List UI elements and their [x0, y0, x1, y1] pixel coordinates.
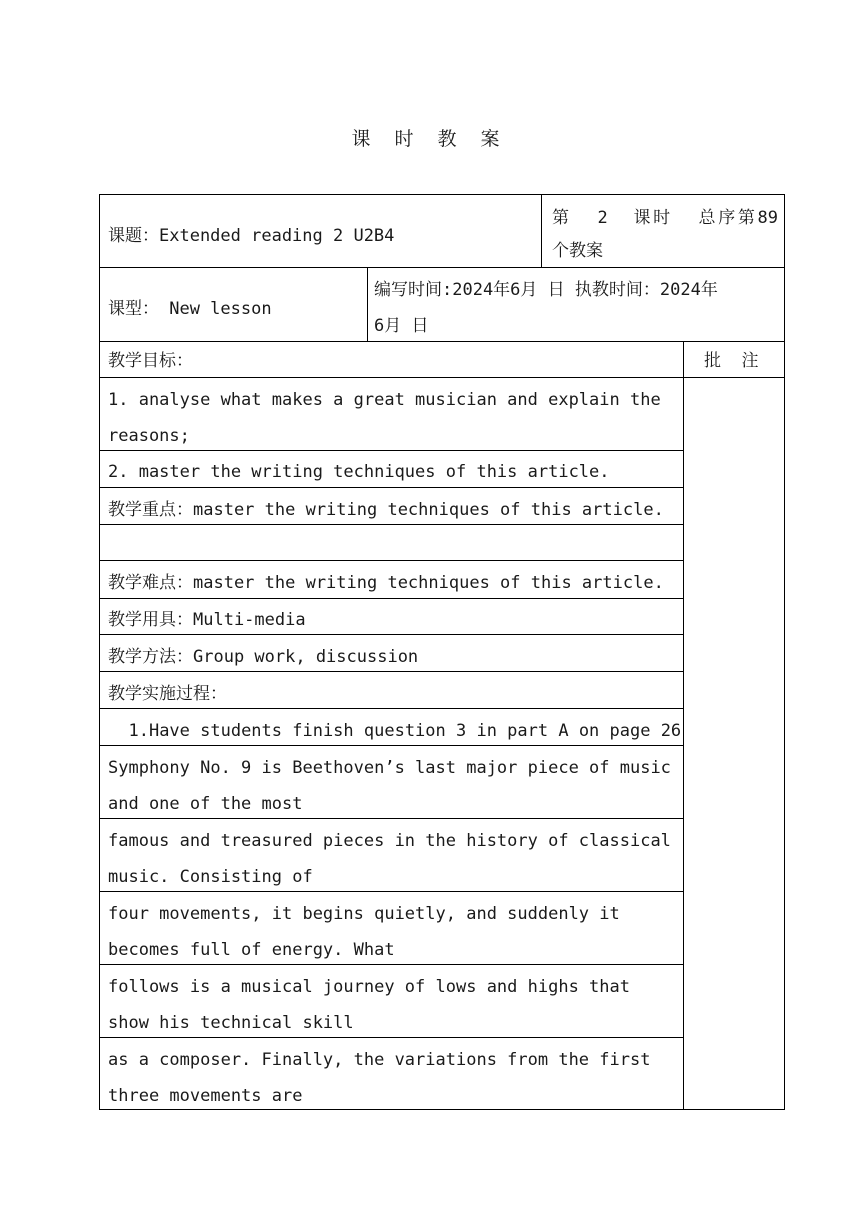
- schedule-line1: 编写时间:2024年6月 日 执教时间：2024年: [374, 280, 718, 300]
- process-paragraph: as a composer. Finally, the variations from the first three movements are: [108, 1050, 651, 1106]
- column-divider: [367, 267, 368, 341]
- process-paragraph: Symphony No. 9 is Beethoven’s last major piece of music and one of the most: [108, 758, 671, 814]
- process-paragraph: famous and treasured pieces in the history of classical music. Consisting of: [108, 831, 671, 887]
- row-divider: [100, 560, 683, 561]
- schedule-line2: 6月 日: [374, 316, 429, 336]
- process-step: 1.Have students finish question 3 in part A on page 26: [108, 721, 682, 741]
- process-paragraph: follows is a musical journey of lows and highs that show his technical skill: [108, 977, 630, 1033]
- teaching-methods: 教学方法：Group work, discussion: [108, 647, 419, 667]
- lesson-type: 课型： New lesson: [108, 299, 272, 319]
- row-divider: [100, 377, 784, 378]
- difficulty: 教学难点：master the writing techniques of this article.: [108, 573, 664, 593]
- teaching-tools: 教学用具：Multi-media: [108, 610, 306, 630]
- key-point: 教学重点：master the writing techniques of this article.: [108, 500, 664, 520]
- objective-item: 2. master the writing techniques of this article.: [108, 462, 610, 482]
- column-divider: [541, 195, 542, 267]
- objectives-label: 教学目标：: [108, 351, 193, 371]
- period-info-line1: 第 2 课时 总序第89: [552, 208, 778, 228]
- process-label: 教学实施过程：: [108, 684, 227, 704]
- page-title: 课 时 教 案: [351, 128, 509, 150]
- notes-column-label: 批 注: [704, 351, 759, 371]
- row-divider: [100, 341, 784, 342]
- period-info-line2: 个教案: [552, 241, 603, 261]
- column-divider: [683, 341, 684, 1109]
- lesson-plan-table: [99, 194, 785, 1110]
- process-paragraph: four movements, it begins quietly, and suddenly it becomes full of energy. What: [108, 904, 620, 960]
- objective-item: 1. analyse what makes a great musician and explain the reasons;: [108, 390, 661, 446]
- lesson-topic: 课题：Extended reading 2 U2B4: [108, 226, 395, 246]
- row-divider: [100, 267, 784, 268]
